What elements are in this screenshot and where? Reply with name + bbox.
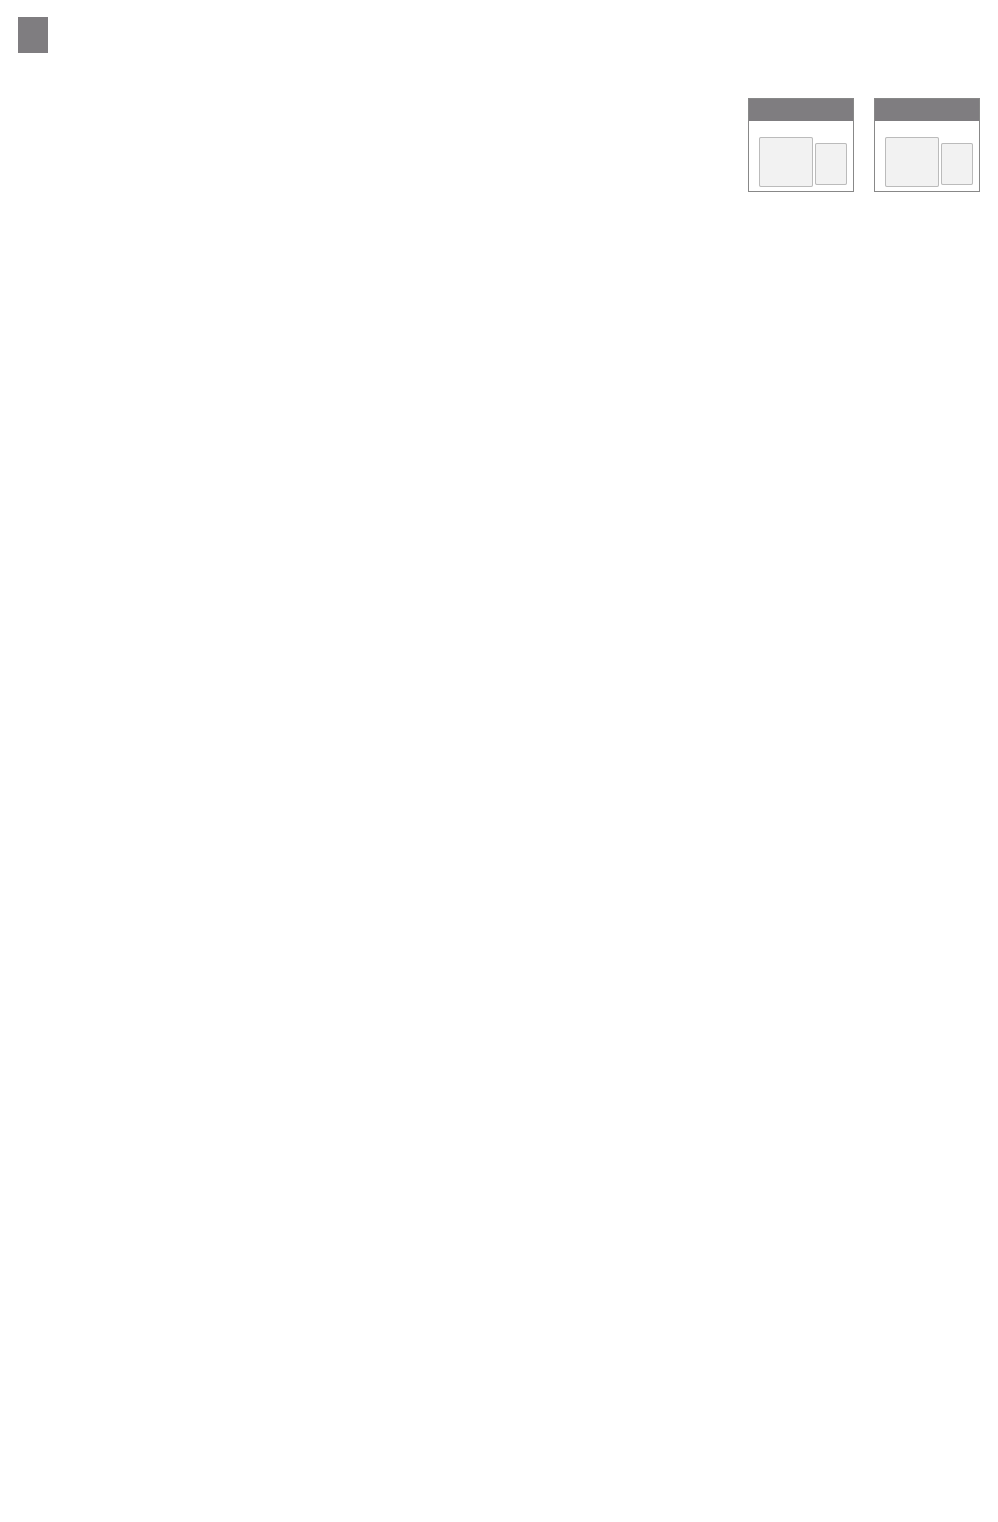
topcoat-product-box	[874, 98, 980, 192]
product-bag-image	[759, 137, 813, 187]
title-block-icon	[18, 17, 48, 53]
product-bag-image	[815, 143, 847, 185]
undercoat-label	[749, 99, 853, 121]
topcoat-label	[875, 99, 979, 121]
undercoat-product-box	[748, 98, 854, 192]
page-title	[18, 16, 56, 54]
product-bag-image	[885, 137, 939, 187]
product-bag-image	[941, 143, 973, 185]
